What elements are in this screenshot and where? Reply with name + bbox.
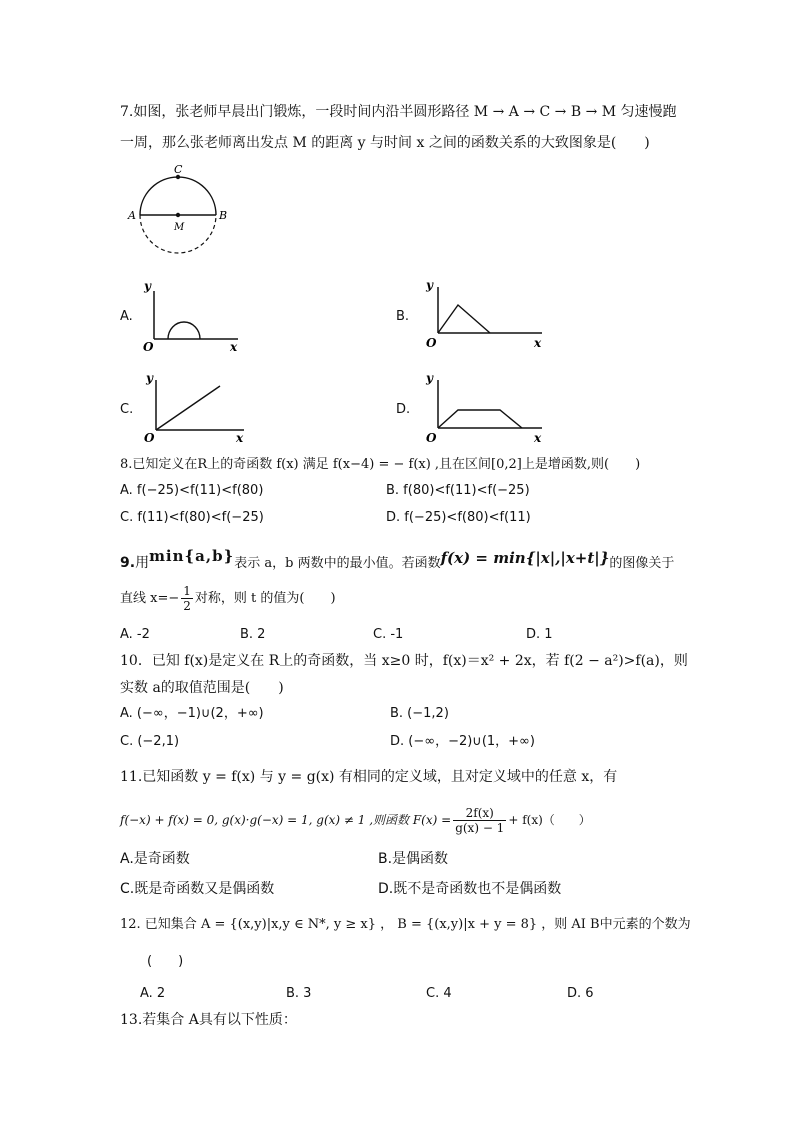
svg-text:O: O	[426, 431, 437, 445]
svg-text:O: O	[426, 336, 437, 350]
svg-text:O: O	[144, 431, 155, 445]
svg-text:y: y	[144, 279, 151, 293]
svg-text:x: x	[230, 340, 238, 354]
q12-option-b[interactable]: B. 3	[286, 986, 312, 1001]
label-m: M	[174, 222, 185, 233]
q7-option-a-letter: A.	[120, 309, 133, 324]
q8-option-a[interactable]: A. f(−25)<f(11)<f(80)	[120, 483, 264, 498]
q7-option-b-letter: B.	[396, 309, 410, 324]
q12-option-c[interactable]: C. 4	[426, 986, 452, 1001]
label-c: C	[174, 163, 183, 176]
q9-line2: 直线 x=− $\frac{1}{2}$ 对称，则 t 的值为( )	[120, 584, 336, 613]
svg-text:y: y	[426, 278, 433, 292]
q11-fraction: $\frac{2f(x)}{g(x) - 1}$	[455, 806, 505, 835]
q10-option-b[interactable]: B. (−1,2)	[390, 706, 449, 721]
svg-text:O: O	[143, 340, 154, 354]
q7-option-a-graph[interactable]	[140, 275, 250, 355]
q12-line1: 12. 已知集合 A = {(x,y)|x,y ∈ N*, y ≥ x} ， B = {(x,y)|x + y = 8} ，则 AI B中元素的个数为	[120, 917, 691, 932]
q11-option-b[interactable]: B.是偶函数	[378, 851, 449, 867]
q9-option-a[interactable]: A. -2	[120, 627, 150, 642]
q7-option-c-graph[interactable]	[140, 366, 255, 446]
q7-circle-figure	[120, 160, 240, 260]
svg-text:x: x	[236, 431, 244, 445]
q13-line1: 13.若集合 A具有以下性质：	[120, 1012, 297, 1028]
q9-option-c[interactable]: C. -1	[373, 627, 404, 642]
q10-option-c[interactable]: C. (−2,1)	[120, 734, 180, 749]
q11-option-a[interactable]: A.是奇函数	[120, 851, 190, 867]
svg-text:y: y	[146, 371, 153, 385]
q11-line2: f(−x) + f(x) = 0, g(x)·g(−x) = 1, g(x) ≠ 1 ,则函数 F(x) = $\frac{2f(x)}{g(x) - 1}$ + f(x)（ ）	[120, 806, 591, 835]
q9-fraction: $\frac{1}{2}$	[183, 584, 191, 613]
q9-line1: 9.用min{a,b}表示 a，b 两数中的最小值。若函数f(x) = min{|x|,|x+t|}的图像关于	[120, 547, 675, 571]
q9-option-d[interactable]: D. 1	[526, 627, 553, 642]
q8-option-b[interactable]: B. f(80)<f(11)<f(−25)	[386, 483, 530, 498]
q12-option-a[interactable]: A. 2	[140, 986, 166, 1001]
q8-stem: 8.已知定义在R上的奇函数 f(x) 满足 f(x−4) = − f(x) ,且在区间[0,2]上是增函数,则( )	[120, 457, 641, 472]
q11-option-c[interactable]: C.既是奇函数又是偶函数	[120, 881, 275, 897]
q8-option-d[interactable]: D. f(−25)<f(80)<f(11)	[386, 510, 531, 525]
q11-line1: 11.已知函数 y = f(x) 与 y = g(x) 有相同的定义域，且对定义域中的任意 x，有	[120, 769, 618, 785]
q7-line2: 一周，那么张老师离出发点 M 的距离 y 与时间 x 之间的函数关系的大致图象是( )	[120, 135, 650, 151]
q12-paren: ( )	[147, 954, 184, 969]
q10-line2: 实数 a的取值范围是( )	[120, 680, 284, 696]
q9-function: f(x) = min{|x|,|x+t|}	[440, 549, 610, 567]
q7-option-d-graph[interactable]	[418, 366, 548, 446]
q12-option-d[interactable]: D. 6	[567, 986, 594, 1001]
label-b: B	[219, 209, 228, 222]
q7-option-b-graph[interactable]	[418, 275, 548, 355]
q9-min-notation: min{a,b}	[149, 547, 235, 565]
q10-line1: 10．已知 f(x)是定义在 R上的奇函数，当 x≥0 时，f(x)＝x² + 2x，若 f(2 − a²)>f(a)，则	[120, 653, 688, 669]
svg-text:x: x	[534, 336, 542, 350]
q7-line1: 7.如图，张老师早晨出门锻炼，一段时间内沿半圆形路径 M → A → C → B → M 匀速慢跑	[120, 104, 677, 120]
q7-option-d-letter: D.	[396, 402, 411, 417]
q10-option-a[interactable]: A. (−∞，−1)∪(2，+∞)	[120, 706, 264, 721]
q10-option-d[interactable]: D. (−∞，−2)∪(1，+∞)	[390, 734, 535, 749]
svg-text:x: x	[534, 431, 542, 445]
q7-option-c-letter: C.	[120, 402, 134, 417]
q11-option-d[interactable]: D.既不是奇函数也不是偶函数	[378, 881, 562, 897]
svg-text:y: y	[426, 371, 433, 385]
q9-option-b[interactable]: B. 2	[240, 627, 266, 642]
q8-option-c[interactable]: C. f(11)<f(80)<f(−25)	[120, 510, 264, 525]
label-a: A	[128, 209, 136, 222]
